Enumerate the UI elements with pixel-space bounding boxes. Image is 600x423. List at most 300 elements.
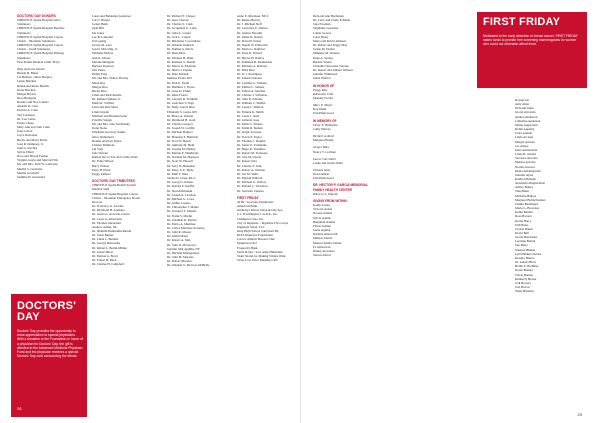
list-item: Dr. Robert and Allison Webster xyxy=(313,68,353,73)
list-item: Dr. Abdul Matar xyxy=(167,234,188,239)
list-item: Dr. Dale Eubank xyxy=(167,72,189,77)
list-item: Jan Vogt xyxy=(92,147,103,151)
list-item: Dr. James E. Tompkins xyxy=(237,142,267,147)
left-col-3 xyxy=(167,14,235,419)
section-heading: GIVING FROM WITHIN xyxy=(313,198,347,203)
list-item: Dr. Baldemar Covarrubias xyxy=(167,38,201,43)
section-heading: FIRST FRIDAY xyxy=(237,195,259,200)
list-item: Monday Frolics xyxy=(313,95,334,100)
list-item: Clara Aranda xyxy=(515,131,532,136)
list-item: Laura and Baldemar Gutierrez xyxy=(92,14,131,18)
list-item: Andrea Anderson xyxy=(515,114,538,119)
list-item: Stella & Dot / Lori Anne Hinnichek xyxy=(237,249,283,254)
list-item: Lorraine Bernal xyxy=(515,239,536,244)
list-item: Dr. Norman M. Hopsson xyxy=(167,155,199,160)
list-item: Dr. Rene Franco xyxy=(167,92,188,97)
list-item: Dr. Gretchen T. Fuga xyxy=(167,101,194,106)
list-item: Melissa Alaniz xyxy=(313,236,333,241)
list-item: Ann K. Moore xyxy=(92,55,111,60)
list-item: Dr. Bruce A. Gibson xyxy=(167,113,194,118)
list-item: Lee B. Lamplier xyxy=(92,34,113,39)
list-item: Dr. Larry and Cindy Eckman xyxy=(313,18,351,23)
list-item: Martha S. Gonzalez xyxy=(17,166,43,171)
list-item: Gloria Benavides xyxy=(515,235,538,240)
list-item: Rebetastic Club xyxy=(313,91,334,96)
list-item: Will Bates xyxy=(515,222,529,227)
list-item: Liz Benitez / Alisa Hospice xyxy=(17,75,53,80)
list-item: C.J. Frischington C.A.R.E., Inc. xyxy=(237,212,278,217)
first-friday-title: FIRST FRIDAY xyxy=(483,16,561,28)
list-item: Dr. Gebert Blow xyxy=(92,249,114,254)
list-item: Dr. Michael G. Lowe xyxy=(167,196,195,201)
list-item: Barry Wilson xyxy=(92,163,110,168)
list-item: Estela Chapa xyxy=(17,120,34,125)
list-item: Dora Byington xyxy=(17,95,37,100)
list-item: Kimberly Boone xyxy=(515,276,537,281)
list-item: Debby Pilat xyxy=(92,72,108,77)
list-item: Gracie M. Lara xyxy=(92,43,112,48)
list-item: Dr. John D. McGrover xyxy=(167,242,196,247)
list-item: Dr. Brandon T. Hamrick xyxy=(167,134,198,139)
list-item: First Poutin Medical Clinic PLLC xyxy=(17,59,61,64)
list-item: Hollie E. Bodimer xyxy=(515,264,539,269)
list-item: Becky Rice xyxy=(92,88,107,93)
list-item: Nancy T. Lochner xyxy=(313,149,336,154)
list-item: Dr. Thomas Alexander xyxy=(92,220,121,225)
list-item: Dr. Robert A. Webster xyxy=(237,167,266,172)
list-item: KIXI Employee Foundation xyxy=(237,233,273,238)
list-item: Dr. Mario A. Martinez xyxy=(167,221,196,226)
list-item: Maxine Munguia xyxy=(92,59,115,64)
section-heading: DR. HECTOR P. GARCIA MEMORIAL xyxy=(313,183,368,188)
list-item: Jane Warren xyxy=(92,151,108,156)
list-item: Anne E. Morrison, NP-C xyxy=(237,14,269,18)
list-item: Christine Newsome Trevino xyxy=(313,63,349,68)
list-item: Jennifer Wilkinson xyxy=(313,72,338,77)
list-item: Dr. Hugo R. Tolentino xyxy=(237,147,266,151)
list-item: Minnette M. Ornelas xyxy=(313,51,340,56)
list-item: Alice Sutherland xyxy=(92,134,114,139)
list-item: Charles Timmons xyxy=(92,142,115,147)
list-item: Sammie H. Grunwald xyxy=(17,174,45,179)
list-item: Dr. Richard F. Chapoy xyxy=(167,14,196,18)
list-item: Dr. Anthony M. Hein xyxy=(167,142,195,147)
list-item: Dr. Robert Morales xyxy=(167,259,192,264)
list-item: Kristina Ainsworth xyxy=(313,232,338,237)
list-item: Dr. Frank S. Martin xyxy=(167,213,193,218)
list-item: Tracie Bonner xyxy=(515,272,534,277)
list-item: Rowan Ali xyxy=(515,98,529,102)
list-item: Carol Haley xyxy=(313,34,329,39)
list-item: Christi – Shoreline Emergency Room xyxy=(92,195,140,200)
list-item: Dr. George Benavides xyxy=(92,241,121,246)
list-item: Dr. Nanda W. Pollioclik xyxy=(237,43,268,48)
list-item: Doctors xyxy=(92,199,103,204)
left-col-4 xyxy=(237,14,299,419)
list-item: Barbara Peterson xyxy=(92,63,114,68)
list-item: Dr. Ernest D. Buck xyxy=(92,258,117,263)
list-item: Dr. Carolyn R. Franklin xyxy=(167,97,198,102)
list-item: Dr. Nathan A. Davis xyxy=(167,47,193,52)
list-item: Dr. Ronald C. Woodson xyxy=(237,184,268,189)
list-item: Joyce Davidson xyxy=(17,133,38,138)
list-item: CHRISTUS Spohn Hospital Kleberg xyxy=(17,51,64,56)
list-item: Dr. Zakaria Saleem xyxy=(237,76,262,81)
list-item: Amy Allen xyxy=(515,102,530,107)
list-item: Elizabeth and Jerry Sumer xyxy=(92,130,126,135)
list-item: Michelle McIver xyxy=(92,51,114,56)
list-item: Ramon De La Paz and Cetina Watts xyxy=(92,155,138,160)
list-item: Vanessa Bhakta xyxy=(515,247,536,252)
list-item: Jenna Wolfert xyxy=(313,76,331,81)
list-item: Dr. Marco A. Elizondo xyxy=(167,63,197,68)
list-item: Jennifer McLaughlin, NP xyxy=(167,246,200,251)
list-item: Diana Aufdengarten xyxy=(515,168,541,173)
list-item: Dr. Ruth F. Imes xyxy=(167,171,189,176)
list-item: Martha Goodwill xyxy=(17,170,40,175)
list-item: Tarsha D. Jones, PA-C xyxy=(167,176,196,181)
list-item: Otis Petko xyxy=(92,68,106,73)
list-item: Dr. Gilberto Sosa xyxy=(237,117,260,122)
list-item: Dr. Rene Diaz xyxy=(167,51,186,56)
doctors-day-panel xyxy=(11,294,87,417)
list-item: King High School Volleyball BC xyxy=(237,228,280,233)
list-item: Lucio's Athletic Booster Club xyxy=(237,237,275,242)
list-item: Rosario Blanco xyxy=(515,255,535,260)
first-friday-panel xyxy=(477,12,587,88)
right-col-5 xyxy=(313,14,385,419)
list-item: Jon D. McCallip, Jr. xyxy=(92,47,118,52)
list-item: Dr. Laura L. Shelton xyxy=(237,105,264,110)
section-heading: IN MEMORY OF xyxy=(313,118,337,123)
list-item: Dr. Salvador Zamora xyxy=(237,188,264,193)
list-item: Dr. Ronald E. Kieffel xyxy=(167,184,195,189)
list-item: Joe Arispe xyxy=(515,143,529,148)
list-item: Dr. John R. Schulze xyxy=(237,97,263,102)
list-item: June Cotton xyxy=(17,129,33,134)
list-item: Dr. Jorome M. Hickey xyxy=(167,147,196,151)
list-item: Volunteers xyxy=(17,30,31,35)
list-item: Deborah Allen xyxy=(515,106,534,111)
list-item: Melissa Evans, RN xyxy=(167,76,192,81)
list-item: Dr. Kathleen R. Rasmussen xyxy=(237,59,273,64)
list-item: CHRISTUS Spohn Health System xyxy=(92,183,136,188)
list-item: Sylvia Adams xyxy=(313,215,331,220)
list-item: Rosa Barrera xyxy=(515,214,532,219)
list-item: Don Guthrie xyxy=(313,172,330,177)
list-item: Barnett Trades xyxy=(313,59,332,64)
list-item: Dr. Charles H. Campbell xyxy=(92,262,124,267)
list-item: Patsy H Wynn xyxy=(92,167,111,172)
list-item: Dr. Peter R. Pollard xyxy=(237,51,263,56)
list-item: Margie Bryant xyxy=(17,91,36,96)
list-item: Patricia A. Cano xyxy=(17,108,38,113)
list-item: Dr. Jonathan K. Martin xyxy=(167,217,197,222)
list-item: Jackie Heim xyxy=(92,22,108,27)
list-item: Margaret Bailey xyxy=(313,138,334,143)
list-item: Jackie M. Nation xyxy=(313,47,335,52)
list-item: Dr. Myriah Wilborn xyxy=(237,176,263,181)
list-item: Ida Jones xyxy=(92,30,104,35)
list-item: Teri Cardenas xyxy=(17,112,35,117)
list-item: Dr. Mark G. Strauss xyxy=(237,122,263,127)
list-item: Mr. and Mrs. Otto Stechinsky xyxy=(92,122,130,127)
list-item: Dr. O. J. Rodriguez xyxy=(237,72,262,77)
list-item: American Bank xyxy=(237,204,258,209)
list-item: Dr. Charles T. Volk xyxy=(237,163,262,168)
list-item: Dr. Nelly Garcia Rios xyxy=(167,105,195,110)
list-item: Ashley Bailey xyxy=(515,185,534,190)
list-item: Victoria Acuna xyxy=(313,207,333,212)
list-item: Pampered Chef xyxy=(237,241,257,246)
list-item: Leslie and Glenn Ottler xyxy=(313,160,344,165)
list-item: Dr. Charles S. Clark xyxy=(167,22,193,27)
list-item: Lynn and Don Shaw xyxy=(92,105,119,110)
list-item: Dr. Carlos Martinez-Sotomoy xyxy=(167,225,205,230)
list-item: City of Ingleside – Ingleside Five Corps xyxy=(237,220,289,225)
list-item: Dr. Gebert Blow xyxy=(515,260,537,265)
list-item: Michelle Balboa xyxy=(515,193,537,198)
section-heading: DOCTORS' DAY TRIBUTEES xyxy=(92,179,135,184)
list-item: Lamar Graves xyxy=(313,30,332,35)
list-item: Mary Ann and Tom Colin xyxy=(17,125,50,130)
list-item: Dr. Christopher J. Majka xyxy=(167,205,199,210)
list-item: CHRISTUS Spohn Hospital Corpus xyxy=(92,191,138,196)
list-item: Dr. Jacqueline E. Cohn xyxy=(167,26,197,31)
list-item: Dr. Jesse D. Fisher xyxy=(167,88,191,93)
list-item: Dr. Marion A. Boyd xyxy=(92,253,118,258)
list-item: Dr. Maria G. Ramirez xyxy=(237,47,265,52)
list-item: Dr. Cesar A. Albarracin xyxy=(92,216,123,221)
list-item: Lynne Blacklet xyxy=(17,79,37,84)
list-item: Dr. Mary Jo E. Hyde xyxy=(167,167,194,172)
list-item: Dr. Thomas H. Dietz xyxy=(167,55,194,60)
list-item: Priscilla Stange xyxy=(92,117,112,122)
list-item: Benjamin Adame xyxy=(313,219,336,224)
list-item: Carl J. Harper xyxy=(92,18,110,23)
list-item: Dr. Lou Carter xyxy=(17,116,36,121)
list-item: Dr. Paul E. Farah xyxy=(167,80,190,85)
list-item: Dr. Jerry D. Hunsaker xyxy=(167,163,196,168)
list-item: Dr. Laura J. Soler xyxy=(237,113,260,118)
list-item: Dr. Emilio C. Salinas xyxy=(237,84,265,89)
list-item: Dr. Jose M. Uparte xyxy=(237,155,262,160)
list-item: Opal Hill xyxy=(92,26,104,31)
list-item: Dr. J. Michael Neff xyxy=(237,22,262,27)
list-item: Medical Staff xyxy=(92,187,110,192)
list-item: Dr. Georg G. Kamar xyxy=(167,180,194,185)
list-item: June G. Dyches xyxy=(17,145,38,150)
list-item: Peggy Zamora xyxy=(92,171,111,176)
list-item: Margie Arevalo xyxy=(515,139,536,144)
list-item: Dr. Andres Nicolini xyxy=(237,30,263,35)
list-item: Dr. Robert Vela xyxy=(237,159,257,164)
list-item: Dr. Isaac Chavez xyxy=(167,18,189,23)
list-item: Volunteers xyxy=(17,55,31,60)
list-item: Dr. Billy Rios xyxy=(237,68,255,73)
list-item: Dana A. Syring xyxy=(313,55,333,60)
section-heading: IN HONOR OF xyxy=(313,83,335,88)
list-item: Christi – Shoreline Volunteers xyxy=(17,38,56,43)
list-item: Dr. Matthew J. Flores xyxy=(167,84,195,89)
list-item: Danny Alcantara xyxy=(313,248,335,253)
list-item: Dr. Fabian A. Sanchez xyxy=(237,88,266,93)
list-item: Dr. John M. Morales xyxy=(167,255,194,260)
list-item: Dr. Jessica I. Acevedo-Garcia xyxy=(92,212,130,217)
list-item: Dr. Joseph A. Lavalais xyxy=(167,192,196,197)
list-item: Noreen Adams xyxy=(313,211,333,216)
doctors-day-title: DOCTORS' DAY xyxy=(17,300,77,323)
list-item: Dr. Orlando Damaris xyxy=(167,43,194,48)
list-item: David Bell xyxy=(515,231,529,235)
section-heading: FAMILY HEALTH CENTER xyxy=(313,187,352,192)
list-item: Dr. Rafael L. Bettin-Mimia xyxy=(92,245,127,250)
list-item: Steven Alford xyxy=(313,252,331,257)
left-col-1-top xyxy=(17,14,87,179)
list-item: Katie Stone xyxy=(92,126,107,131)
list-item: Team Strand for Making Strides Walk xyxy=(237,253,286,258)
list-item: Dr. Robert M. Tschoepe xyxy=(237,151,268,156)
list-item: Kathy Acuna xyxy=(313,203,330,208)
list-item: Dr. Marian E. Hendricks xyxy=(167,151,199,156)
list-item: Jasmin Banisaged xyxy=(515,201,538,206)
list-item: Marta and David Johnson xyxy=(313,38,346,43)
list-item: Dr. Salim R. Suman xyxy=(237,126,263,131)
list-item: Rosalio and Noe Cadena xyxy=(17,100,49,105)
list-item: Dr. David P. Pettus xyxy=(237,38,262,43)
right-page xyxy=(301,0,600,423)
list-item: Norma Atwood xyxy=(515,164,535,169)
page-number-left: 28 xyxy=(17,406,22,411)
list-item: Kathryn Babalis xyxy=(515,176,536,181)
list-item: Crystal Baum xyxy=(515,226,533,231)
list-item: Victor E. Billington xyxy=(313,122,338,127)
list-item: Linda R. Arnold xyxy=(515,152,536,157)
list-item: Jana Freeman xyxy=(313,22,331,27)
list-item: 24 Hr / Gracious Pantmaster xyxy=(237,199,274,204)
doctors-day-body: Doctors' Day provides the opportunity to show appreciation to special physicians. With a donation to the Foundation in honor of a physician for Doctors' Day, the gift is directed to the Advanced Medicine Physician Fund and the physician receives a special Doctors' Day card announcing the tribute. xyxy=(17,329,83,359)
list-item: Sonia Aguilar xyxy=(313,228,331,233)
list-item: Dr. Charles Gregory xyxy=(167,122,193,127)
list-item: Deborah Ann Buchanan xyxy=(313,14,344,18)
list-item: Antonietta Bagnis-Rust xyxy=(515,181,546,186)
list-item: Dona Bracken xyxy=(17,87,36,92)
list-item: Dr. Pamela K. Smith xyxy=(237,109,264,114)
list-item: Dr. Terrance T. Manale xyxy=(167,209,197,214)
section-heading: DOCTORS' DAY DONORS xyxy=(17,14,56,18)
list-item: Karen Bonner xyxy=(515,268,533,273)
list-item: Dr. Joseph W. Griffin xyxy=(167,126,195,131)
list-item: Dr. William L. Shaffer xyxy=(237,101,266,106)
list-item: CHRISTUS Spohn Hospital Corpus xyxy=(17,43,63,48)
list-item: Maria G. Barcenas xyxy=(515,206,539,211)
list-item: Erin Hazlewood xyxy=(313,176,334,181)
list-item: Cathy Harvey xyxy=(313,126,331,131)
list-item: Dr. Raymond B. Arellano xyxy=(92,208,125,213)
list-item: Prosperity Bank xyxy=(237,245,258,250)
list-item: Peggy May xyxy=(313,87,328,92)
list-item: Selma Angerstein xyxy=(515,122,538,127)
list-item: Dr. Thomas J. Tiemier xyxy=(237,138,266,143)
list-item: Dr. Robert and Peggy May xyxy=(313,43,348,48)
list-item: Jennifer Ayala xyxy=(515,172,534,177)
list-item: Veronica Arrocha xyxy=(515,156,538,161)
list-item: Dr. Travis P. Taylor xyxy=(237,134,262,139)
list-item: Dr. Charles J. Schreiber xyxy=(237,92,268,97)
list-item: Margot Rice xyxy=(92,84,108,89)
list-item: Christi – South Volunteers xyxy=(17,47,51,52)
list-item: Kellie Barnett xyxy=(515,210,533,215)
list-item: Dr. Robert A. May xyxy=(167,238,191,243)
list-item: Dr. Michael G. Wilcox xyxy=(237,180,267,185)
list-item: Dr. Lawrence E. Nelson xyxy=(237,26,268,31)
list-item: Engenuix Salon, LLC xyxy=(237,224,265,229)
list-item: Dr. Sherri J. Espino xyxy=(167,68,193,73)
list-item: Dr. John A. Cotner xyxy=(167,30,191,35)
list-item: Dr. Shamim Badruddin-Merali xyxy=(92,228,132,233)
list-item: Volunteers xyxy=(17,22,31,27)
page-number-right: 29 xyxy=(577,412,582,417)
right-col-6 xyxy=(515,98,579,408)
list-item: Olga and Luis Abrain xyxy=(17,66,45,71)
list-item: Dr. Fred W. Hesch xyxy=(167,138,191,143)
list-item: Mack Ray xyxy=(92,80,106,85)
list-item: CHRISTUS Spohn Hospital Corpus xyxy=(17,34,63,39)
list-item: Dr. Jamie D. Ousley xyxy=(237,34,263,39)
list-item: Dr. Linda L. Benitez xyxy=(92,237,119,242)
list-item: CHRISTUS Spohn Hospital Beeville xyxy=(17,26,65,31)
list-item: Laura Cole Smith xyxy=(313,156,336,161)
list-item: Linda Arcaute xyxy=(515,135,534,140)
list-item: Stephanie Gonzales xyxy=(313,26,339,31)
list-item: Dr. Romana V. Donati xyxy=(167,59,196,64)
list-item: Mr. and Mrs. John W. Galloway xyxy=(17,162,58,167)
list-item: Chamiere Cares, Inc. xyxy=(237,216,264,221)
list-item: Andrew Arthur, PA xyxy=(92,224,117,229)
list-item: Dorita Barry xyxy=(515,218,532,223)
list-item: Ginger Riley xyxy=(313,145,330,150)
list-item: Mr. and Mrs. Walter Priestly xyxy=(92,76,129,81)
list-item: Dr. Arthur Lozano xyxy=(167,201,191,206)
list-item: Herbert A. Reed xyxy=(313,134,334,139)
list-item: Robin Appleby xyxy=(515,127,535,132)
list-item: Dr. John R. Mason xyxy=(167,230,191,235)
list-item: Gloria Alvarado xyxy=(515,110,536,115)
list-item: CHRISTUS Spohn Hospital Alice xyxy=(17,18,61,23)
list-item: Dr. Renee Murray xyxy=(237,18,261,23)
list-item: Dr. Mariano A. Retrepo xyxy=(237,63,268,68)
list-item: Anthony's Rivera Salon & Day Spa xyxy=(237,208,283,213)
list-item: Margaret Baldschwieler xyxy=(515,197,546,202)
list-item: Jodi Bowers xyxy=(515,280,531,285)
list-item: Brenda B. Baker xyxy=(17,71,39,76)
list-item: Irene Armendariz xyxy=(515,147,538,152)
list-item: Catherine Anderson xyxy=(515,118,541,123)
list-item: Dr. Sergio Terrazas xyxy=(237,130,262,135)
list-item: Dr. Ernie Wilson xyxy=(92,159,114,164)
list-item: Linda Snyder xyxy=(92,109,110,114)
list-item: Dr. Hector H. Ramos xyxy=(237,55,264,60)
list-item: Elizabeth S. Garza, RN xyxy=(167,109,197,114)
list-item: Tina Baker xyxy=(515,189,530,194)
list-item: Ed Lessing xyxy=(92,38,107,43)
list-item: Dr. Amanda V. Morrow-McBride xyxy=(167,263,210,268)
list-item: Bonnie and Ken Taylor xyxy=(92,138,122,143)
list-item: Maria R. Schiller xyxy=(92,101,115,106)
list-item: Dr. Manuel Salinas, Jr. xyxy=(92,97,122,102)
list-item: Ruben and Rosie Bonilla xyxy=(17,83,49,88)
list-item: Melissa Arevalo xyxy=(515,160,536,165)
